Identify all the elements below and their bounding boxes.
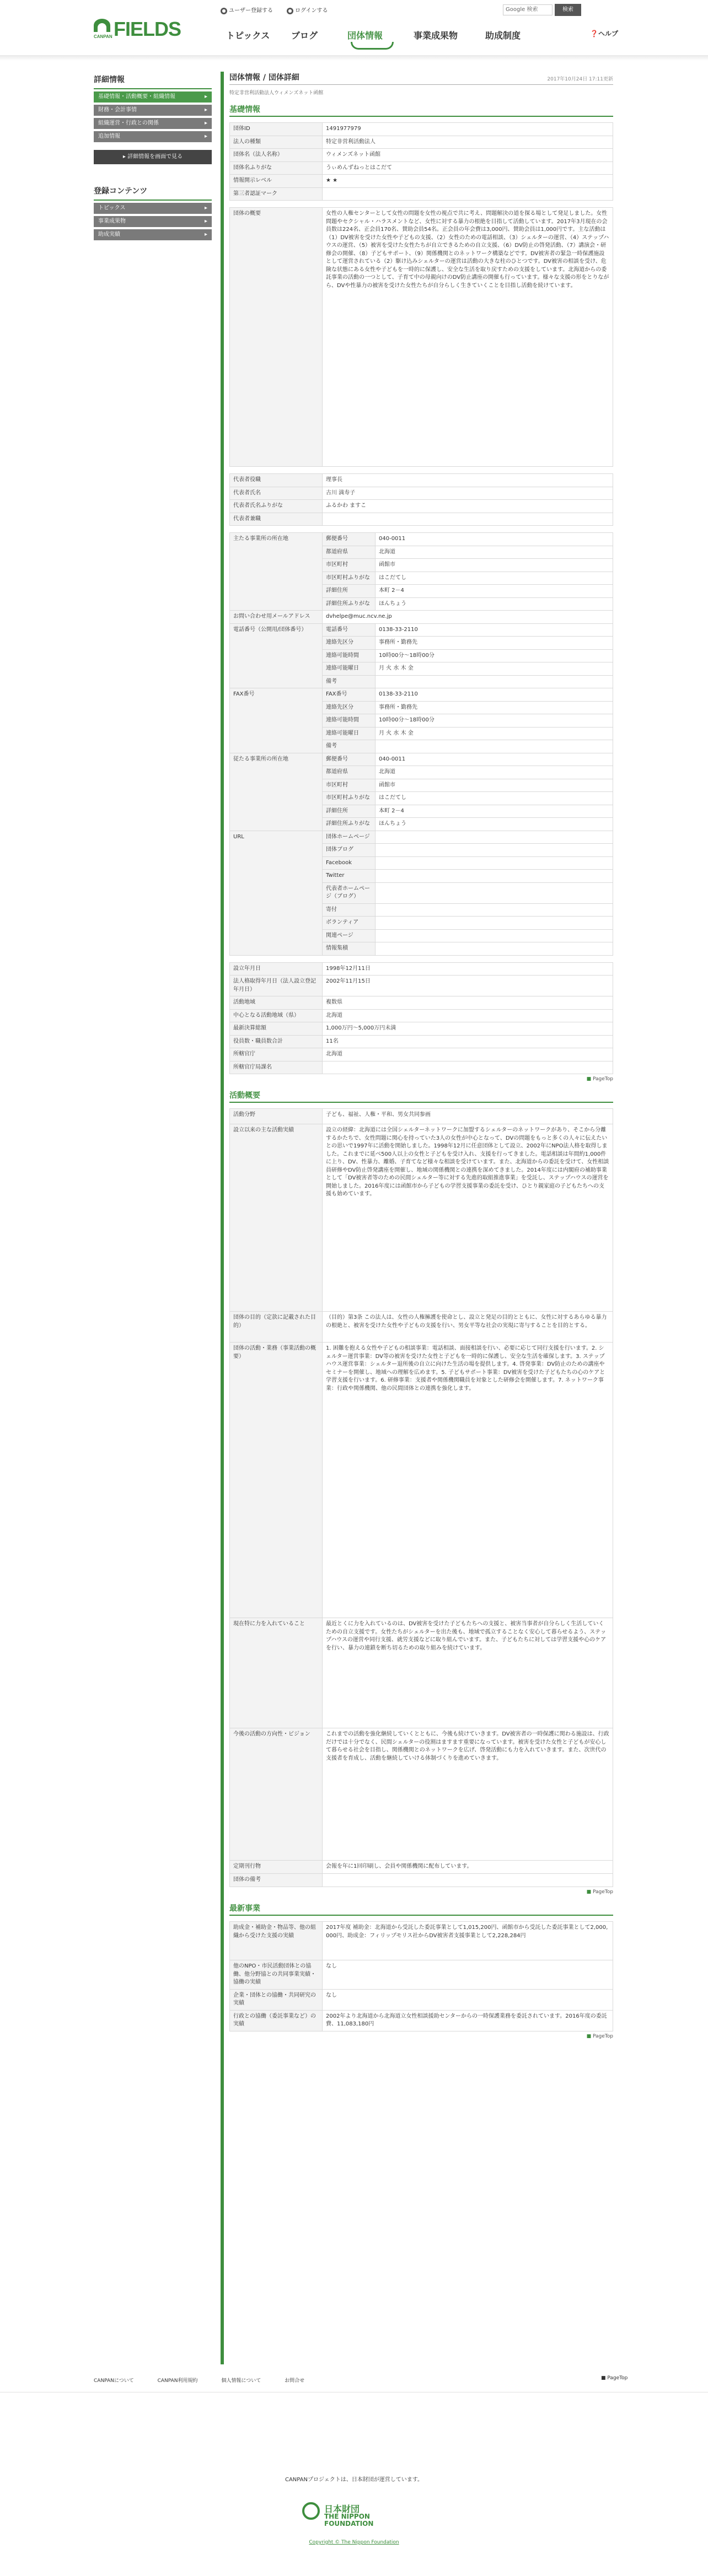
org-subtitle: 特定非営利活動法人ウィメンズネット函館 [229, 90, 324, 96]
row-label: 活動地域 [230, 996, 323, 1010]
sub-label: 詳細住所 [323, 585, 376, 598]
sidebar-item-management[interactable]: 組織運営・行政との関係 ▸ [94, 118, 212, 129]
group-label: URL [230, 831, 323, 955]
rep-table [229, 473, 613, 526]
sub-label: Twitter [323, 870, 376, 883]
row-label: 役員数・職員数合計 [230, 1035, 323, 1048]
copyright[interactable]: Copyright © The Nippon Foundation [309, 2540, 399, 2545]
row-value [376, 917, 613, 930]
row-label: お問い合わせ用メールアドレス [230, 611, 323, 624]
row-value: 0138-33-2110 [376, 688, 613, 702]
row-value: 11名 [323, 1035, 613, 1048]
row-value: ★ ★ [323, 175, 613, 188]
site-header [0, 0, 708, 55]
footer-link-contact[interactable]: お問合せ [285, 2378, 305, 2384]
basic-table [229, 122, 613, 201]
row-label: 団体の備考 [230, 1874, 323, 1887]
row-label: 活動分野 [230, 1109, 323, 1124]
row-value: 北海道 [376, 766, 613, 779]
user-register-link[interactable]: ● ユーザー登録する [221, 6, 273, 14]
row-value: 1,000万円～5,000万円未満 [323, 1022, 613, 1036]
sidebar-item-finance[interactable]: 財務・会計事情 ▸ [94, 105, 212, 116]
table-row [230, 1861, 613, 1874]
sub-label: 連絡先区分 [323, 637, 376, 650]
row-value: 040-0011 [376, 753, 613, 766]
header-divider [0, 55, 708, 61]
row-value: はこだてし [376, 792, 613, 805]
table-row [230, 1061, 613, 1074]
pagetop-link-2[interactable]: ■ PageTop [229, 1889, 613, 1895]
row-value [323, 513, 613, 526]
basic2-table [229, 962, 613, 1075]
table-row [230, 753, 613, 766]
table-row [230, 623, 613, 637]
footer-pagetop[interactable]: ■ PageTop [601, 2375, 628, 2381]
row-label: 所轄官庁 [230, 1048, 323, 1061]
sub-label: 電話番号 [323, 623, 376, 637]
table-row [230, 500, 613, 513]
row-value: 事務所・勤務先 [376, 637, 613, 650]
login-icon: ● [287, 8, 293, 14]
table-row [230, 962, 613, 976]
sidebar-title: 詳細情報 [94, 72, 212, 89]
row-value: 特定非営利活動法人 [323, 136, 613, 149]
foundation-mark-icon [302, 2502, 320, 2520]
row-value [376, 903, 613, 917]
table-row [230, 1312, 613, 1343]
row-label: 助成金・補助金・物品等、他の組織から受けた支援の実績 [230, 1922, 323, 1960]
row-label: 代表者役職 [230, 474, 323, 487]
row-label: 設立年月日 [230, 962, 323, 976]
row-value: dvhelpe@muc.ncv.ne.jp [323, 611, 613, 624]
foundation-name-en: THE NIPPON FOUNDATION [324, 2513, 374, 2528]
table-row [230, 208, 613, 467]
table-row [230, 1048, 613, 1061]
grant-table [229, 1921, 613, 2031]
sub-label: 市区町村ふりがな [323, 792, 376, 805]
activity-table [229, 1108, 613, 1887]
table-row [230, 187, 613, 201]
sidebar-item-additional[interactable]: 追加情報 ▸ [94, 131, 212, 142]
contact-table [229, 532, 613, 956]
sidebar [94, 72, 212, 240]
sub-label: 団体ブログ [323, 844, 376, 857]
row-value: 設立の経緯：北海道には全国シェルターネットワークに加盟するシェルターのネットワークがあり、そこから分離するかたちで、女性問題に関心を持っていた3人の女性が中心となって、DVの問題をもっと多くの人々に伝えたいとの思いで1997年に活動を開始しました。1998年12月に任意団体として設立、2002年にNPO法人格を取得しました。これまでに延べ500人以上の女性と子どもを受け入れ、支援を行ってきました。電話相談は年間約1,000件に上り、DV、性暴力、離婚、子育てなど様々な相談を受けています。また、北海道からの委託を受けて、女性相談員研修やDV防止啓発講座を開催し、地域の関係機関との連携を深めてきました。2014年度には内閣府の補助事業として「DV被害者等のための民間シェルター等に対する先進的取組推進事業」を受託し、ステップハウスの運営を開始しました。2016年度には函館市から子どもの学習支援事業の委託を受け、ひとり親家庭の子どもたちへの支援も始めています。 [323, 1124, 613, 1312]
row-value [376, 870, 613, 883]
sub-label: 備考 [323, 675, 376, 688]
footer-links [94, 2376, 326, 2384]
table-row [230, 1989, 613, 2010]
logo-text: FIELDS [114, 18, 181, 40]
search-input[interactable]: Google 検索 [503, 4, 553, 15]
logo-small-text: CANPAN [94, 34, 112, 39]
footer-link-about[interactable]: CANPANについて [94, 2378, 134, 2384]
nav-products[interactable]: 事業成果物 [414, 30, 458, 41]
row-value: 北海道 [323, 1009, 613, 1022]
row-label: 他のNPO・市民活動団体との協働、他分野協との共同事業実績・協働の実績 [230, 1960, 323, 1990]
row-value [376, 844, 613, 857]
row-value: 2017年度 補助金：北海道から受託した委託事業として1,015,200円、函館市から受託した委託事業として2,000,000円、助成金：フィリップモリス社からDV被害者支援事業として2,228,284円 [323, 1922, 613, 1960]
updated-date: 2017年10月24日 17:11更新 [547, 77, 613, 82]
row-value: 北海道 [323, 1048, 613, 1061]
row-label: 団体の目的（定款に記載された目的） [230, 1312, 323, 1343]
active-nav-underline [351, 42, 394, 50]
row-label: 第三者認証マーク [230, 187, 323, 201]
sub-label: 都道府県 [323, 546, 376, 559]
sub-label: 郵便番号 [323, 753, 376, 766]
login-link[interactable]: ● ログインする [287, 6, 328, 14]
row-value [376, 929, 613, 942]
row-label: 設立以来の主な活動実績 [230, 1124, 323, 1312]
row-label: 法人の種類 [230, 136, 323, 149]
row-value: 0138-33-2110 [376, 623, 613, 637]
sub-label: 都道府県 [323, 766, 376, 779]
row-value: 10時00分～18時00分 [376, 649, 613, 662]
sub-label: 代表者ホームページ（ブログ） [323, 882, 376, 903]
row-value [376, 882, 613, 903]
row-value: 月 火 水 木 金 [376, 727, 613, 740]
table-row [230, 175, 613, 188]
row-value: ウィメンズネット函館 [323, 149, 613, 162]
table-row [230, 611, 613, 624]
nav-grants[interactable]: 助成制度 [485, 30, 521, 41]
row-value: （目的）第3条 この法人は、女性の人権擁護を使命とし、設立と発足の目的とともに、女性に対するあらゆる暴力の根絶と、被害を受けた女性や子どもの支援を行い、男女平等な社会の実現に寄与することを目的とする。 [323, 1312, 613, 1343]
row-label: 団体の概要 [230, 208, 323, 467]
table-row [230, 487, 613, 500]
table-row [230, 1618, 613, 1728]
table-row [230, 161, 613, 175]
row-value [323, 1061, 613, 1074]
sub-label: 団体ホームページ [323, 831, 376, 844]
row-value: 040-0011 [376, 533, 613, 546]
sub-label: 市区町村ふりがな [323, 572, 376, 585]
row-label: 代表者氏名 [230, 487, 323, 500]
table-row [230, 996, 613, 1010]
nav-org-info[interactable]: 団体情報 [347, 30, 383, 41]
table-row [230, 1960, 613, 1990]
nav-blog[interactable]: ブログ [291, 30, 318, 41]
row-label: 団体の活動・業務（事業活動の概要） [230, 1343, 323, 1618]
table-row [230, 136, 613, 149]
sub-label: 市区町村 [323, 779, 376, 792]
group-label: FAX番号 [230, 688, 323, 753]
row-value: 子ども、福祉、人権・平和、男女共同参画 [323, 1109, 613, 1124]
footer-caption: CANPANプロジェクトは、日本財団が運営しています。 [285, 2477, 423, 2483]
nav-topics[interactable]: トピックス [226, 30, 270, 41]
row-value: ふるかわ ますこ [323, 500, 613, 513]
help-icon: ❓ [590, 30, 598, 37]
table-row [230, 1343, 613, 1618]
row-value [376, 740, 613, 753]
sub-label: Facebook [323, 856, 376, 870]
row-value: ほんちょう [376, 818, 613, 831]
row-label: 最新決算総額 [230, 1022, 323, 1036]
row-value: なし [323, 1989, 613, 2010]
table-row [230, 831, 613, 844]
sub-label: 詳細住所ふりがな [323, 597, 376, 611]
footer-bar [0, 2392, 708, 2464]
sub-label: ボランティア [323, 917, 376, 930]
row-value: 2002年11月15日 [323, 976, 613, 996]
table-row [230, 513, 613, 526]
row-label: 代表者兼職 [230, 513, 323, 526]
row-value: 本町 2－4 [376, 805, 613, 818]
sub-label: 連絡可能曜日 [323, 662, 376, 676]
row-label: 代表者氏名ふりがな [230, 500, 323, 513]
table-row [230, 1874, 613, 1887]
table-row [230, 149, 613, 162]
sidebar-item-products[interactable]: 事業成果物 ▸ [94, 216, 212, 227]
print-details-button[interactable]: ▸ 詳細情報を画面で見る [94, 150, 212, 164]
search-button[interactable]: 検索 [555, 4, 581, 16]
sidebar-item-basic[interactable]: 基礎情報・活動概要・組織情報 ▸ [94, 91, 212, 103]
table-row [230, 1728, 613, 1861]
sub-label: 連絡可能曜日 [323, 727, 376, 740]
table-row [230, 976, 613, 996]
table-row [230, 533, 613, 546]
row-label: 現在特に力を入れていること [230, 1618, 323, 1728]
row-value [376, 675, 613, 688]
pagetop-link[interactable]: ■ PageTop [229, 1076, 613, 1082]
section-activity: 活動概要 [229, 1088, 613, 1103]
nippon-foundation-logo[interactable] [302, 2502, 407, 2526]
row-value [323, 1874, 613, 1887]
row-value: 理事長 [323, 474, 613, 487]
sub-label: 連絡先区分 [323, 701, 376, 714]
sidebar-item-grants[interactable]: 助成実績 ▸ [94, 229, 212, 240]
row-value: これまでの活動を強化継続していくとともに、今後も続けていきます。DV被害者の一時保護に関わる施設は、行政だけでは十分でなく、民間シェルターの役割はますます重要になっています。被害を受けた女性と子どもが安心して暮らせる社会を目指し、関係機関とのネットワークを広げ、啓発活動にも力を入れていきます。また、次世代の支援者を育成し、活動を継続していける体制づくりを進めていきます。 [323, 1728, 613, 1861]
table-row [230, 123, 613, 136]
row-value [376, 856, 613, 870]
row-label: 中心となる活動地域（県） [230, 1009, 323, 1022]
row-label: 団体ID [230, 123, 323, 136]
overview-table [229, 207, 613, 467]
table-row [230, 474, 613, 487]
sub-label: 市区町村 [323, 559, 376, 572]
sub-label: 連絡可能時間 [323, 714, 376, 727]
row-value: ほんちょう [376, 597, 613, 611]
group-label: 主たる事業所の所在地 [230, 533, 323, 611]
row-value: 10時00分～18時00分 [376, 714, 613, 727]
row-value: 函館市 [376, 779, 613, 792]
row-value: 女性の人権センターとして女性の問題を女性の視点で共に考え、問題解決の道を探る場として発足しました。女性問題やセクシャル・ハラスメントなど、女性に対する暴力の根絶を目指して活動しています。2017年3月現在の会員数は224名、正会員170名、賛助会員54名。正会員の年会費は3,000円、賛助会員は1,000円です。主な活動は（1）DV被害を受けた女性や子どもの支援、（2）女性のための電話相談、（3）シェルターの運営、（4）ステップハウスの運営、（5）被害を受けた女性たちが自立できるための自立支援、（6）DV防止の啓発活動、（7）講演会・研修会の開催、（8）子どもサポート、（9）関係機関とのネットワーク構築などです。DV被害者の緊急一時保護施設として運営されている（2）駆け込みシェルターの運営は活動の大きな柱のひとつです。DV被害の相談を受け、危険な状態にある女性や子どもを一時的に保護し、安全な生活を取り戻すための支援をしています。北海道からの委託事業の活動の一つとして、子育て中の母親向けのDV防止講座の開催も行っています。様々な支援の形をとりながら、DVや性暴力の被害を受けた女性たちが自分らしく生きていくことを目指し活動を続けています。 [323, 208, 613, 467]
sub-label: 郵便番号 [323, 533, 376, 546]
row-value: 月 火 水 木 金 [376, 662, 613, 676]
group-label: 従たる事業所の所在地 [230, 753, 323, 831]
footer-link-terms[interactable]: CANPAN利用規約 [157, 2378, 198, 2384]
row-value: はこだてし [376, 572, 613, 585]
user-icon: ● [221, 8, 227, 14]
row-value: なし [323, 1960, 613, 1990]
table-row [230, 1922, 613, 1960]
group-label: 電話番号（公開用/団体番号） [230, 623, 323, 688]
row-label: 法人格取得年月日（法人設立登記年月日） [230, 976, 323, 996]
row-value: 1491977979 [323, 123, 613, 136]
row-label: 情報開示レベル [230, 175, 323, 188]
row-label: 企業・団体との協働・共同研究の実績 [230, 1989, 323, 2010]
row-value: 1998年12月11日 [323, 962, 613, 976]
main-content [221, 72, 613, 2364]
sub-label: FAX番号 [323, 688, 376, 702]
row-value: 事務所・勤務先 [376, 701, 613, 714]
section-grant: 最新事業 [229, 1901, 613, 1916]
sub-label: 詳細住所 [323, 805, 376, 818]
row-value [323, 187, 613, 201]
row-label: 所轄官庁局課名 [230, 1061, 323, 1074]
row-value: 1. 困難を抱える女性や子どもの相談事業：電話相談、面接相談を行い、必要に応じて同行支援を行います。2. シェルター運営事業：DV等の被害を受けた女性と子どもを一時的に保護し、安全な生活を確保します。3. ステップハウス運営事業：シェルター退所後の自立に向けた生活の場を提供します。4. 啓発事業：DV防止のための講座やセミナーを開催し、地域への理解を広めます。5. 子どもサポート事業：DV被害を受けた子どもたちの心のケアと学習支援を行います。6. 研修事業：支援者や関係機関職員を対象とした研修会を開催します。7. ネットワーク事業：行政や関係機関、他の民間団体との連携を強化します。 [323, 1343, 613, 1618]
row-value: 古川 満寿子 [323, 487, 613, 500]
row-label: 定期刊行物 [230, 1861, 323, 1874]
sub-label: 連絡可能時間 [323, 649, 376, 662]
sub-label: 寄付 [323, 903, 376, 917]
row-label: 今後の活動の方向性・ビジョン [230, 1728, 323, 1861]
sub-label: 備考 [323, 740, 376, 753]
sub-label: 関連ページ [323, 929, 376, 942]
pagetop-link-3[interactable]: ■ PageTop [229, 2034, 613, 2039]
row-value: 最近とくに力を入れているのは、DV被害を受けた子どもたちへの支援と、被害当事者が自分らしく生活していくための自立支援です。女性たちがシェルターを出た後も、地域で孤立することなく安心して暮らせるよう、ステップハウスの運営や同行支援、就労支援などに取り組んでいます。また、子どもたちに対しては学習支援や心のケアを行い、暴力の連鎖を断ち切るための取り組みを続けています。 [323, 1618, 613, 1728]
site-logo[interactable] [94, 15, 193, 41]
row-value: 北海道 [376, 546, 613, 559]
row-value [376, 942, 613, 956]
row-label: 行政との協働（委託事業など）の実績 [230, 2010, 323, 2031]
row-label: 団体名（法人名称） [230, 149, 323, 162]
table-row [230, 1035, 613, 1048]
table-row [230, 1124, 613, 1312]
table-row [230, 2010, 613, 2031]
sidebar-item-topics[interactable]: トピックス ▸ [94, 203, 212, 214]
sub-label: 詳細住所ふりがな [323, 818, 376, 831]
table-row [230, 1009, 613, 1022]
sidebar-title-contents: 登録コンテンツ [94, 183, 212, 201]
row-value: 本町 2－4 [376, 585, 613, 598]
row-value: 複数県 [323, 996, 613, 1010]
footer-link-privacy[interactable]: 個人情報について [221, 2378, 261, 2384]
logo-mark-icon [94, 19, 110, 32]
table-row [230, 1109, 613, 1124]
row-value: 函館市 [376, 559, 613, 572]
row-value: うぃめんずねっとはこだて [323, 161, 613, 175]
sub-label: 情報集積 [323, 942, 376, 956]
help-link[interactable]: ❓ヘルプ [590, 30, 618, 37]
row-value: 会報を年に1回印刷し、会員や関係機関に配布しています。 [323, 1861, 613, 1874]
row-value [376, 831, 613, 844]
section-basic: 基礎情報 [229, 103, 613, 117]
page-title: 団体情報 / 団体詳細 2017年10月24日 17:11更新 [229, 72, 613, 85]
table-row [230, 688, 613, 702]
foundation-name: 日本財団 [324, 2504, 360, 2514]
table-row [230, 1022, 613, 1036]
row-value: 2002年より北海道から北海道立女性相談援助センターからの一時保護業務を委託されています。2016年度の委託費、11,083,180円 [323, 2010, 613, 2031]
row-label: 団体名ふりがな [230, 161, 323, 175]
